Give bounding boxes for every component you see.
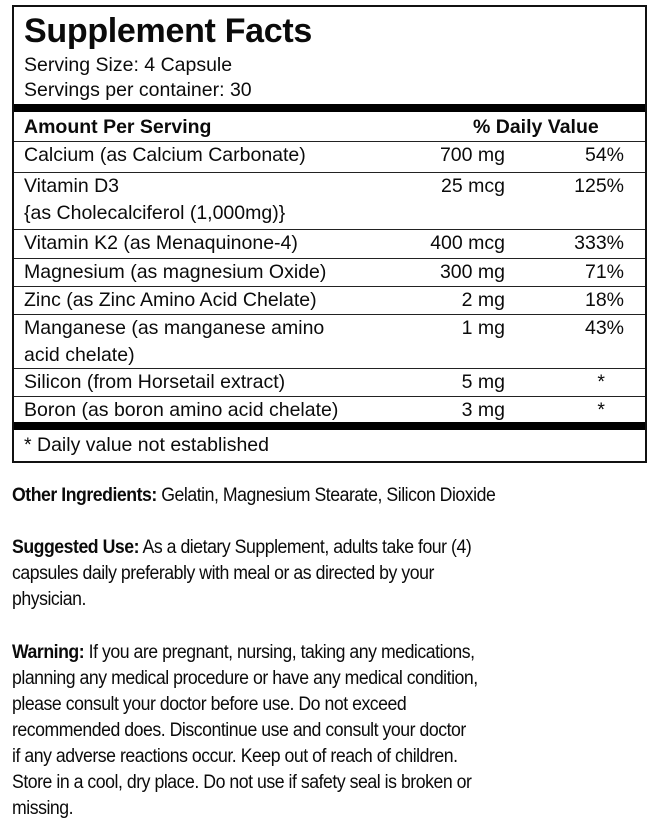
- nutrient-amount: 25 mcg: [441, 175, 505, 197]
- other-ingredients-text: Gelatin, Magnesium Stearate, Silicon Dioxide: [156, 485, 496, 506]
- nutrient-amount: 5 mg: [461, 371, 505, 393]
- table-row: [14, 141, 645, 172]
- table-row: [14, 172, 645, 229]
- warning-label: Warning:: [12, 642, 85, 663]
- nutrient-daily-value: 125%: [574, 175, 624, 197]
- supplement-facts-panel: [12, 5, 647, 463]
- nutrient-name: Magnesium (as magnesium Oxide): [24, 261, 327, 283]
- warning-line: if any adverse reactions occur. Keep out of reach of children.: [12, 746, 458, 767]
- warning-line: If you are pregnant, nursing, taking any medications,: [84, 642, 475, 663]
- panel-title: Supplement Facts: [24, 12, 313, 50]
- nutrient-amount: 300 mg: [439, 261, 505, 283]
- nutrient-name: Boron (as boron amino acid chelate): [24, 399, 339, 421]
- header-daily-value: % Daily Value: [473, 116, 599, 138]
- suggested-use-label: Suggested Use:: [12, 537, 140, 558]
- servings-per-container: Servings per container: 30: [24, 79, 252, 101]
- other-ingredients-label: Other Ingredients:: [12, 485, 157, 506]
- nutrient-daily-value: *: [597, 371, 605, 393]
- nutrient-daily-value: *: [597, 399, 605, 421]
- nutrient-daily-value: 333%: [574, 232, 624, 254]
- table-row: [14, 229, 645, 258]
- serving-size: Serving Size: 4 Capsule: [24, 54, 233, 76]
- warning-line: planning any medical procedure or have any medical condition,: [12, 668, 478, 689]
- warning: [12, 640, 654, 822]
- nutrient-name-detail: acid chelate): [24, 344, 135, 366]
- suggested-use-line: physician.: [12, 589, 86, 610]
- nutrient-name: Calcium (as Calcium Carbonate): [24, 144, 306, 166]
- nutrient-amount: 700 mg: [439, 144, 505, 166]
- table-row: [14, 286, 645, 314]
- nutrient-name: Vitamin K2 (as Menaquinone-4): [24, 232, 298, 254]
- nutrient-name: Manganese (as manganese amino: [24, 317, 325, 339]
- nutrient-amount: 1 mg: [461, 317, 505, 339]
- nutrient-name: Silicon (from Horsetail extract): [24, 371, 286, 393]
- nutrient-amount: 400 mcg: [430, 232, 505, 254]
- table-row: [14, 368, 645, 396]
- thick-divider: [14, 422, 645, 430]
- warning-line: recommended does. Discontinue use and consult your doctor: [12, 720, 466, 741]
- nutrient-name: Zinc (as Zinc Amino Acid Chelate): [24, 289, 317, 311]
- nutrient-name-detail: {as Cholecalciferol (1,000mg)}: [24, 202, 286, 224]
- nutrient-daily-value: 71%: [584, 261, 624, 283]
- nutrient-amount: 2 mg: [461, 289, 505, 311]
- table-row: [14, 314, 645, 368]
- suggested-use-line: capsules daily preferably with meal or as directed by your: [12, 563, 434, 584]
- nutrient-amount: 3 mg: [461, 399, 505, 421]
- nutrient-daily-value: 54%: [584, 144, 624, 166]
- warning-line: please consult your doctor before use. Do not exceed: [12, 694, 407, 715]
- nutrient-daily-value: 18%: [584, 289, 624, 311]
- warning-line: missing.: [12, 798, 74, 819]
- nutrient-name: Vitamin D3: [24, 175, 120, 197]
- suggested-use: [12, 535, 654, 613]
- thick-divider: [14, 104, 645, 112]
- header-amount-per-serving: Amount Per Serving: [24, 116, 212, 138]
- suggested-use-line: As a dietary Supplement, adults take four (4): [139, 537, 472, 558]
- nutrient-daily-value: 43%: [584, 317, 624, 339]
- table-header: [14, 113, 645, 141]
- warning-line: Store in a cool, dry place. Do not use if safety seal is broken or: [12, 772, 472, 793]
- table-row: [14, 258, 645, 286]
- footnote: * Daily value not established: [24, 434, 269, 456]
- other-ingredients: [12, 483, 654, 509]
- table-row: [14, 396, 645, 423]
